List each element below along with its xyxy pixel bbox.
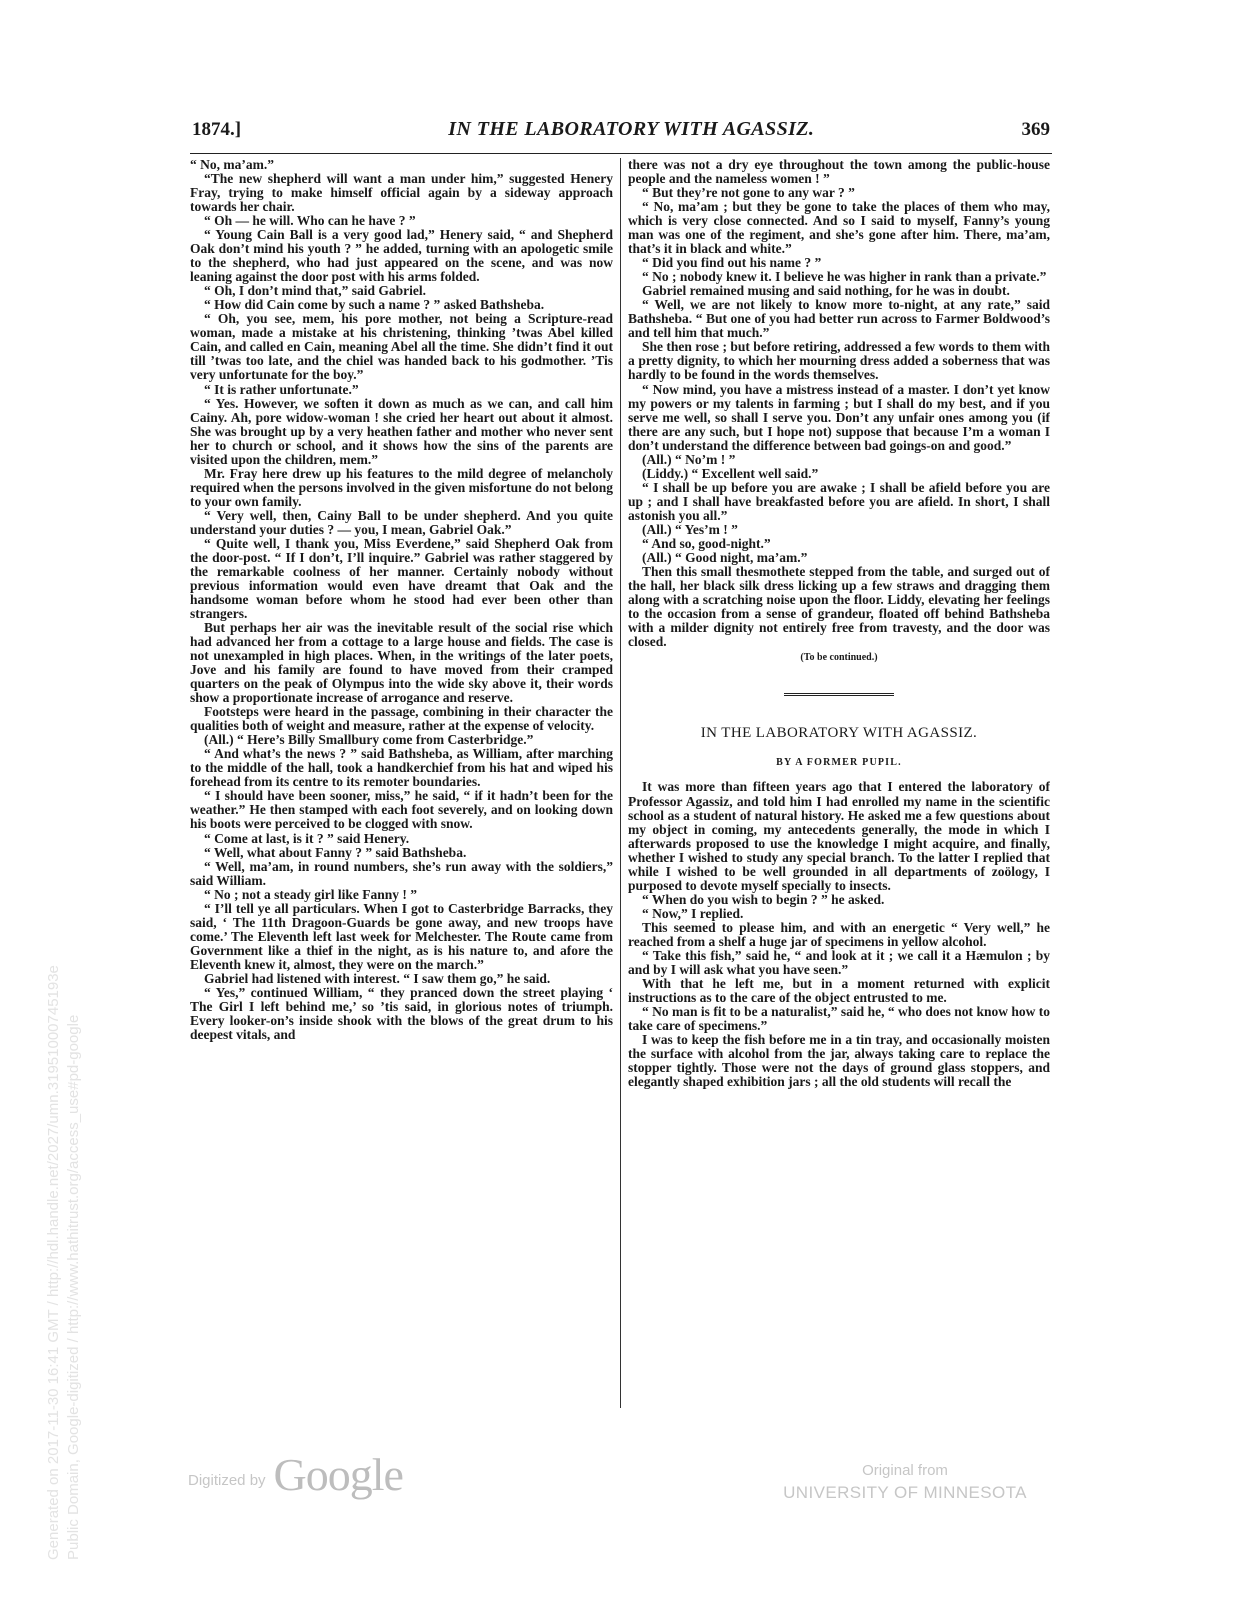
left-paragraph: “ Yes. However, we soften it down as much as we can, and call him Cainy. Ah, pore widow-woman ! she cried her heart out about it almost. She was brought up by a very heathen father and mother who never sent her to church or school, and it shows how the sins of the parents are visited upon the children, mem.” xyxy=(190,395,613,467)
right-paragraph: Gabriel remained musing and said nothing, for he was in doubt. xyxy=(642,283,1010,299)
left-paragraph: “ How did Cain come by such a name ? ” asked Bathsheba. xyxy=(204,297,545,313)
left-paragraph: “ Well, what about Fanny ? ” said Bathsheba. xyxy=(204,844,467,860)
google-logo: Google xyxy=(273,1449,403,1500)
article-paragraph: “ Now,” I replied. xyxy=(642,905,744,921)
article-paragraph: I was to keep the fish before me in a tin tray, and occasionally moisten the surface with alcohol from the jar, always taking care to replace the stopper tightly. Those were not the days of ground glass stoppers, and elegantly shaped exhibition jars ; all the old students will recall the xyxy=(628,1032,1050,1090)
left-paragraph: “ Young Cain Ball is a very good lad,” Henery said, “ and Shepherd Oak don’t mind his youth ? ” he added, turning with an apologetic smile to the shepherd, who had just appeared on the scene, and was now leaning against the door post with his arms folded. xyxy=(190,227,613,285)
university-name: UNIVERSITY OF MINNESOTA xyxy=(783,1483,1027,1502)
running-header xyxy=(192,118,1050,154)
article-paragraph: “ Take this fish,” said he, “ and look at it ; we call it a Hæmulon ; by and by I will ask what you have seen.” xyxy=(628,947,1050,977)
right-paragraph: (All.) “ Good night, ma’am.” xyxy=(642,549,808,565)
right-paragraph: “ Well, we are not likely to know more to-night, at any rate,” said Bathsheba. “ But one of you had better run across to Farmer Boldwood’s and tell him that much.” xyxy=(628,297,1050,341)
left-paragraph: “ Oh, I don’t mind that,” said Gabriel. xyxy=(204,283,427,299)
left-paragraph: Mr. Fray here drew up his features to the mild degree of melancholy required when the persons involved in the given misfortune do not belong to your own family. xyxy=(190,465,613,509)
left-column xyxy=(190,158,613,1408)
original-from-label: Original from xyxy=(862,1462,948,1479)
right-paragraph: (Liddy.) “ Excellent well said.” xyxy=(642,465,819,481)
right-paragraph: “ No, ma’am ; but they be gone to take the places of them who may, which is very close connected. And so I said to myself, Fanny’s young man was one of the regiment, and she’s gone after him. There, ma’am, that’s it in black and white.” xyxy=(628,199,1050,257)
left-paragraph: “ Oh, you see, mem, his pore mother, not being a Scripture-read woman, made a mistake at his christening, thinking ’twas Abel killed Cain, and called en Cain, meaning Abel all the time. She didn’t find it out till ’twas too late, and the chiel was handed back to his godmother. ’Tis very unfortunate for the boy.” xyxy=(190,311,613,383)
digitized-by-label: Digitized by xyxy=(188,1472,266,1489)
right-paragraph: “ I shall be up before you are awake ; I shall be afield before you are up ; and I shall have breakfasted before you are afield. In short, I shall astonish you all.” xyxy=(628,479,1050,523)
watermark-line: Public Domain, Google-digitized / http://www.hathitrust.org/access_use#pd-google xyxy=(65,1014,82,1560)
left-paragraph: “ Well, ma’am, in round numbers, she’s run away with the soldiers,” said William. xyxy=(190,858,613,888)
article-paragraph: “ No man is fit to be a naturalist,” said he, “ who does not know how to take care of specimens.” xyxy=(628,1003,1050,1033)
left-paragraph: “ No ; not a steady girl like Fanny ! ” xyxy=(204,886,418,902)
article-paragraph: It was more than fifteen years ago that I entered the laboratory of Professor Agassiz, and told him I had enrolled my name in the scientific school as a student of natural history. He asked me a few questions about my object in coming, my antecedents generally, the mode in which I afterwards proposed to use the knowledge I might acquire, and finally, whether I wished to study any special branch. To the latter I replied that while I wished to be well grounded in all departments of zoölogy, I purposed to devote myself specially to insects. xyxy=(628,779,1050,893)
left-paragraph: “ Quite well, I thank you, Miss Everdene,” said Shepherd Oak from the door-post. “ If I don’t, I’ll inquire.” Gabriel was rather staggered by the remarkable coolness of her manner. Certainly nobody without previous information would even have dreamt that Oak and the handsome woman before whom he stood had ever been other than strangers. xyxy=(190,535,613,621)
right-paragraph: “ But they’re not gone to any war ? ” xyxy=(642,185,855,201)
right-paragraph: (All.) “ Yes’m ! ” xyxy=(642,521,738,537)
to-be-continued: (To be continued.) xyxy=(800,652,878,664)
right-paragraph: “ Did you find out his name ? ” xyxy=(642,255,822,271)
right-column xyxy=(628,158,1050,1408)
left-paragraph: “ Yes,” continued William, “ they pranced down the street playing ‘ The Girl I left behind me,’ so ’tis said, in glorious notes of triumph. Every looker-on’s inside shook with the blows of the great drum to his deepest vitals, and xyxy=(190,984,613,1042)
left-paragraph: Gabriel had listened with interest. “ I saw them go,” he said. xyxy=(204,970,551,986)
article-paragraph: “ When do you wish to begin ? ” he asked. xyxy=(642,891,885,907)
left-paragraph: “ It is rather unfortunate.” xyxy=(204,381,359,397)
header-rule xyxy=(190,153,1052,154)
left-paragraph: (All.) “ Here’s Billy Smallbury come from Casterbridge.” xyxy=(204,732,534,748)
header-year: 1874.] xyxy=(192,119,242,140)
left-paragraph: “ Oh — he will. Who can he have ? ” xyxy=(204,213,416,229)
left-paragraph: “ Come at last, is it ? ” said Henery. xyxy=(204,830,410,846)
right-paragraph: Then this small thesmothete stepped from the table, and surged out of the hall, her black silk dress licking up a few straws and dragging them along with a scratching noise upon the floor. Liddy, elevating her feelings to the occasion from a sense of grandeur, floated off behind Bathsheba with a milder dignity not entirely free from travesty, and the door was closed. xyxy=(628,563,1050,650)
original-from xyxy=(760,1462,1050,1503)
left-paragraph: “ I should have been sooner, miss,” he said, “ if it hadn’t been for the weather.” He then stamped with each foot severely, and on looking down his boots were perceived to be clogged with snow. xyxy=(190,788,613,832)
left-paragraph: “ Very well, then, Cainy Ball to be under shepherd. And you quite understand your duties ? — you, I mean, Gabriel Oak.” xyxy=(190,507,613,537)
watermark-line: Generated on 2017-11-30 16:41 GMT / http://hdl.handle.net/2027/umn.31951000745193e xyxy=(45,965,62,1560)
left-paragraph: “ No, ma’am.” xyxy=(190,158,274,172)
right-paragraph: “ No ; nobody knew it. I believe he was higher in rank than a private.” xyxy=(642,269,1047,285)
left-paragraph: Footsteps were heard in the passage, combining in their character the qualities both of weight and measure, rather at the expense of velocity. xyxy=(190,704,613,734)
right-paragraph: (All.) “ No’m ! ” xyxy=(642,451,736,467)
header-title: IN THE LABORATORY WITH AGASSIZ. xyxy=(448,118,815,140)
article-paragraph: This seemed to please him, and with an energetic “ Very well,” he reached from a shelf a huge jar of specimens in yellow alcohol. xyxy=(628,919,1050,949)
section-divider-rule xyxy=(784,693,894,698)
left-paragraph: “ I’ll tell ye all particulars. When I got to Casterbridge Barracks, they said, ‘ The 11th Dragoon-Guards be gone away, and new troops have come.’ The Eleventh left last week for Melchester. The Route came from Government like a thief in the night, as is his nature to, and afore the Eleventh knew it, almost, they were on the march.” xyxy=(190,900,613,972)
digitized-by-google xyxy=(188,1448,403,1501)
hathitrust-watermark xyxy=(44,560,84,1560)
left-paragraph: “ And what’s the news ? ” said Bathsheba, as William, after marching to the middle of the hall, took a handkerchief from his hat and wiped his forehead from its centre to its remoter boundaries. xyxy=(190,746,613,790)
right-paragraph: there was not a dry eye throughout the town among the public-house people and the nameless women ! ” xyxy=(628,158,1050,187)
column-divider xyxy=(620,158,621,1408)
right-paragraph: She then rose ; but before retiring, addressed a few words to them with a pretty dignity, to which her mourning dress added a soberness that was hardly to be found in the words themselves. xyxy=(628,339,1050,383)
article-title: IN THE LABORATORY WITH AGASSIZ. xyxy=(700,725,978,742)
page-number: 369 xyxy=(1021,119,1050,140)
right-paragraph: “ Now mind, you have a mistress instead of a master. I don’t yet know my powers or my talents in farming ; but I shall do my best, and if you serve me well, so shall I serve you. Don’t any unfair ones among you (if there are any such, but I hope not) suppose that because I’m a woman I don’t understand the difference between bad goings-on and good.” xyxy=(628,381,1050,453)
left-paragraph: “The new shepherd will want a man under him,” suggested Henery Fray, trying to make himself official again by a sideway approach towards her chair. xyxy=(190,171,613,215)
article-byline: BY A FORMER PUPIL. xyxy=(776,757,902,769)
article-paragraph: With that he left me, but in a moment returned with explicit instructions as to the care of the object entrusted to me. xyxy=(628,975,1050,1005)
left-paragraph: But perhaps her air was the inevitable result of the social rise which had advanced her from a cottage to a large house and fields. The case is not unexampled in high places. When, in the writings of the later poets, Jove and his family are found to have moved from their cramped quarters on the peak of Olympus into the wide sky above it, their words show a proportionate increase of arrogance and reserve. xyxy=(190,620,613,706)
right-paragraph: “ And so, good-night.” xyxy=(642,535,771,551)
